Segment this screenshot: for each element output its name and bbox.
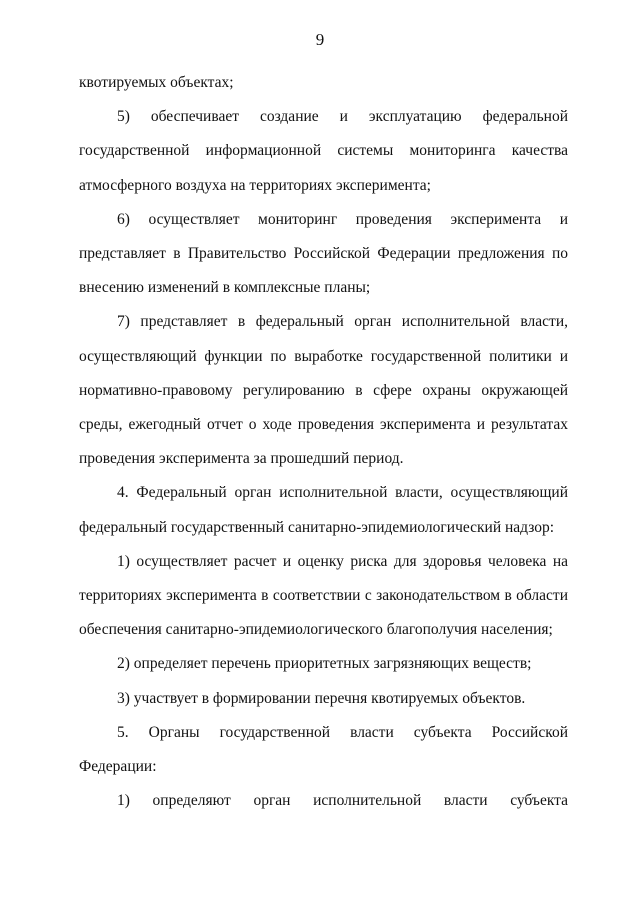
paragraph-item-5: 5) обеспечивает создание и эксплуатацию федеральной государственной информационной системы мониторинга качества атмосферного воздуха на территориях эксперимента;	[79, 108, 568, 194]
document-body	[79, 66, 568, 818]
paragraph-item-7: 7) представляет в федеральный орган исполнительной власти, осуществляющий функции по выработке государственной политики и нормативно-правовому регулированию в сфере охраны окружающей среды, ежегодный отчет о ходе проведения эксперимента и результатах проведения эксперимента за прошедший период.	[79, 313, 568, 468]
paragraph-section-4-item-1: 1) осуществляет расчет и оценку риска для здоровья человека на территориях эксперимента в соответствии с законодательством в области обеспечения санитарно-эпидемиологического благополучия населения;	[79, 552, 568, 639]
paragraph-item-6: 6) осуществляет мониторинг проведения эксперимента и представляет в Правительство Российской Федерации предложения по внесению изменений в комплексные планы;	[79, 210, 568, 297]
paragraph-section-5: 5. Органы государственной власти субъекта Российской Федерации:	[79, 723, 568, 776]
paragraph-section-4-item-2: 2) определяет перечень приоритетных загрязняющих веществ;	[117, 655, 532, 673]
paragraph-section-4: 4. Федеральный орган исполнительной власти, осуществляющий федеральный государственный санитарно-эпидемиологический надзор:	[79, 484, 568, 536]
page-number: 9	[315, 30, 325, 49]
paragraph-continuation: квотируемых объектах;	[79, 74, 234, 91]
paragraph-section-5-item-1: 1) определяют орган исполнительной власти субъекта	[117, 792, 568, 810]
paragraph-section-4-item-3: 3) участвует в формировании перечня квотируемых объектов.	[117, 689, 526, 707]
